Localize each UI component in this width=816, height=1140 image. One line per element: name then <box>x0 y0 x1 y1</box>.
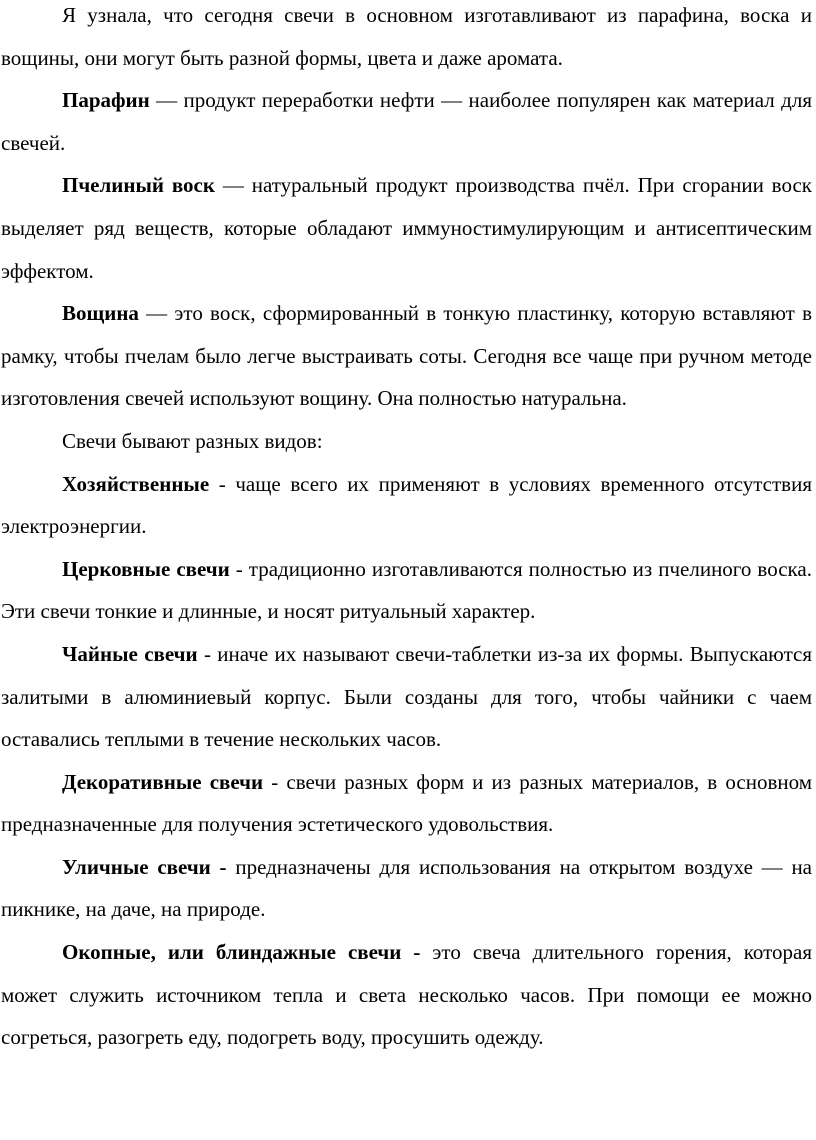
paragraph-household-text: - чаще всего их применяют в условиях временного отсутствия электроэнергии. <box>1 471 812 539</box>
paragraph-foundation-text: — это воск, сформированный в тонкую пластинку, которую вставляют в рамку, чтобы пчелам было легче выстраивать соты. Сегодня все чаще при ручном методе изготовления свечей используют вощину. Она полностью натуральна. <box>1 301 812 411</box>
paragraph-trench <box>1 931 812 1059</box>
paragraph-intro <box>1 0 812 79</box>
paragraph-types-intro <box>1 420 812 463</box>
paragraph-foundation <box>1 292 812 420</box>
term-beeswax: Пчелиный воск <box>62 173 215 198</box>
paragraph-paraffin-text: — продукт переработки нефти — наиболее популярен как материал для свечей. <box>1 88 812 155</box>
paragraph-beeswax <box>1 164 812 292</box>
paragraph-types-intro-text: Свечи бывают разных видов: <box>62 428 323 453</box>
term-foundation: Вощина <box>62 301 139 326</box>
paragraph-church-text: - традиционно изготавливаются полностью из пчелиного воска. Эти свечи тонкие и длинные, и носят ритуальный характер. <box>1 556 812 624</box>
paragraph-household <box>1 463 812 548</box>
paragraph-beeswax-text: — натуральный продукт производства пчёл. При сгорании воск выделяет ряд веществ, которые обладают иммуностимулирующим и антисептическим эффектом. <box>1 173 812 283</box>
term-household: Хозяйственные <box>62 471 210 496</box>
term-street: Уличные свечи - <box>62 854 227 879</box>
paragraph-intro-text: Я узнала, что сегодня свечи в основном изготавливают из парафина, воска и вощины, они могут быть разной формы, цвета и даже аромата. <box>1 3 812 70</box>
paragraph-decorative-text: - свечи разных форм и из разных материалов, в основном предназначенные для получения эстетического удовольствия. <box>1 769 812 837</box>
paragraph-church <box>1 548 812 633</box>
paragraph-street-text: предназначены для использования на открытом воздухе — на пикнике, на даче, на природе. <box>1 854 812 922</box>
paragraph-tea <box>1 633 812 761</box>
paragraph-trench-text: это свеча длительного горения, которая может служить источником тепла и света несколько часов. При помощи ее можно согреться, разогреть еду, подогреть воду, просушить одежду. <box>1 940 812 1050</box>
term-decorative: Декоративные свечи <box>62 769 264 794</box>
paragraph-decorative <box>1 761 812 846</box>
paragraph-paraffin <box>1 79 812 164</box>
term-paraffin: Парафин <box>62 88 150 113</box>
term-church: Церковные свечи <box>62 556 230 581</box>
term-trench: Окопные, или блиндажные свечи - <box>62 940 421 965</box>
paragraph-tea-text: - иначе их называют свечи-таблетки из-за их формы. Выпускаются залитыми в алюминиевый корпус. Были созданы для того, чтобы чайники с чаем оставались теплыми в течение нескольких часов. <box>1 641 812 752</box>
paragraph-street <box>1 846 812 931</box>
term-tea: Чайные свечи <box>62 641 198 666</box>
